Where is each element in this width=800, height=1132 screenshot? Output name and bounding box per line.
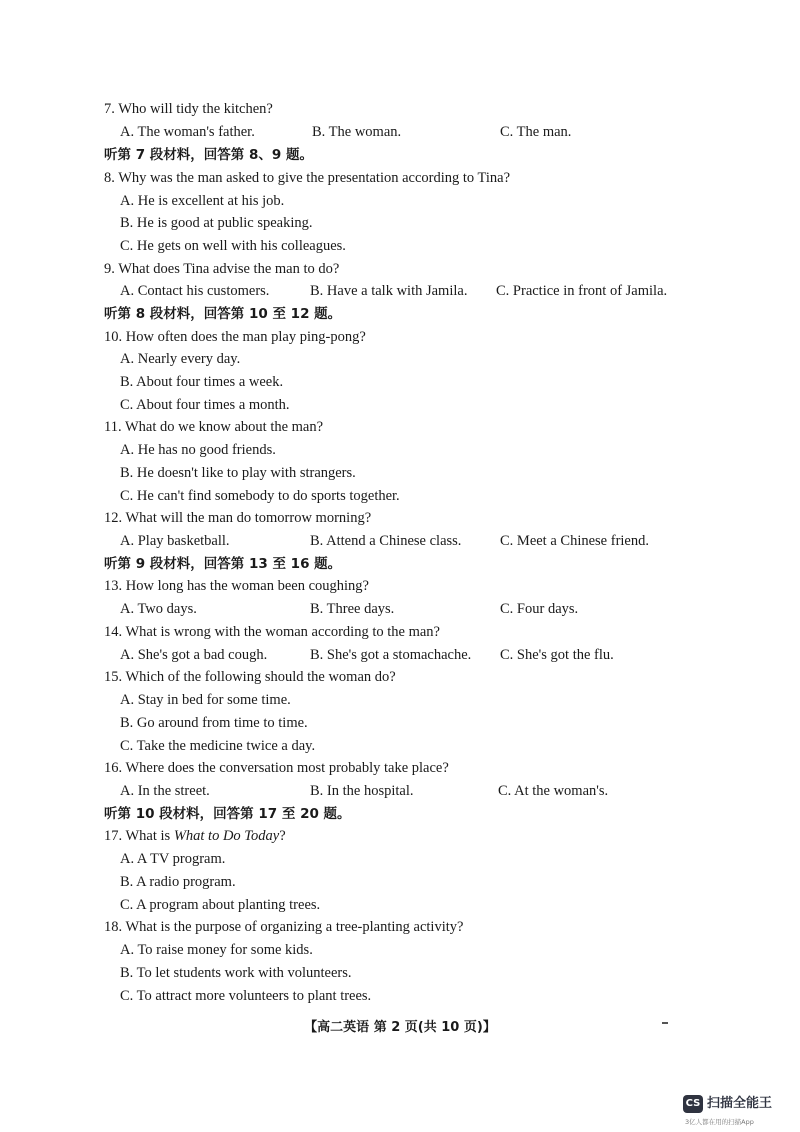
question-stem-post: ? xyxy=(279,828,286,844)
option-a: A. A TV program. xyxy=(120,851,226,867)
question-stem-pre: 17. What is xyxy=(104,828,174,844)
option-b: B. To let students work with volunteers. xyxy=(120,965,352,981)
option-c: C. Four days. xyxy=(500,601,579,617)
question-stem: 9. What does Tina advise the man to do? xyxy=(104,261,340,277)
question-stem: 15. Which of the following should the woman do? xyxy=(104,669,396,685)
option-b: B. Go around from time to time. xyxy=(120,715,308,731)
option-b: B. Have a talk with Jamila. xyxy=(310,283,468,299)
option-c: C. She's got the flu. xyxy=(500,647,614,663)
divider-mark xyxy=(662,1022,668,1024)
question-stem: 13. How long has the woman been coughing? xyxy=(104,578,369,594)
option-c: C. The man. xyxy=(500,124,572,140)
option-c: C. To attract more volunteers to plant trees. xyxy=(120,988,372,1004)
camscanner-logo-icon: CS xyxy=(683,1095,703,1113)
option-b: B. Three days. xyxy=(310,601,395,617)
question-stem: 16. Where does the conversation most probably take place? xyxy=(104,760,449,776)
program-title: What to Do Today xyxy=(173,828,280,844)
option-a: A. Stay in bed for some time. xyxy=(120,692,291,708)
option-c: C. Meet a Chinese friend. xyxy=(500,533,649,549)
option-b: B. She's got a stomachache. xyxy=(310,647,472,663)
option-b: B. About four times a week. xyxy=(120,374,284,390)
brand-name: 扫描全能王 xyxy=(707,1096,773,1111)
question-stem: 12. What will the man do tomorrow morning? xyxy=(104,510,372,526)
option-c: C. He can't find somebody to do sports together. xyxy=(120,488,400,504)
section-instruction: 听第 7 段材料，回答第 8、9 题。 xyxy=(104,147,313,163)
option-a: A. Contact his customers. xyxy=(120,283,270,299)
question-stem: 14. What is wrong with the woman according to the man? xyxy=(104,624,440,640)
option-a: A. He has no good friends. xyxy=(120,442,276,458)
option-a: A. The woman's father. xyxy=(120,124,255,140)
page-footer: 【高二英语 第 2 页(共 10 页)】 xyxy=(304,1020,496,1035)
option-c: C. Practice in front of Jamila. xyxy=(496,283,668,299)
question-stem: 18. What is the purpose of organizing a tree-planting activity? xyxy=(104,919,464,935)
section-instruction: 听第 9 段材料，回答第 13 至 16 题。 xyxy=(104,556,342,572)
option-c: C. He gets on well with his colleagues. xyxy=(120,238,346,254)
brand-tagline: 3亿人都在用的扫描App xyxy=(685,1118,754,1126)
option-b: B. He is good at public speaking. xyxy=(120,215,313,231)
question-stem: 7. Who will tidy the kitchen? xyxy=(104,101,273,117)
option-a: A. She's got a bad cough. xyxy=(120,647,268,663)
option-a: A. He is excellent at his job. xyxy=(120,193,285,209)
option-a: A. In the street. xyxy=(120,783,210,799)
option-a: A. Two days. xyxy=(120,601,197,617)
option-c: C. At the woman's. xyxy=(498,783,609,799)
option-b: B. Attend a Chinese class. xyxy=(310,533,462,549)
option-a: A. Play basketball. xyxy=(120,533,230,549)
question-stem xyxy=(104,827,286,845)
option-b: B. He doesn't like to play with strangers. xyxy=(120,465,356,481)
option-a: A. To raise money for some kids. xyxy=(120,942,313,958)
option-b: B. In the hospital. xyxy=(310,783,414,799)
section-instruction: 听第 10 段材料，回答第 17 至 20 题。 xyxy=(104,806,351,822)
option-c: C. Take the medicine twice a day. xyxy=(120,738,316,754)
question-stem: 11. What do we know about the man? xyxy=(104,419,324,435)
option-b: B. A radio program. xyxy=(120,874,236,890)
question-stem: 8. Why was the man asked to give the presentation according to Tina? xyxy=(104,170,511,186)
section-instruction: 听第 8 段材料，回答第 10 至 12 题。 xyxy=(104,306,342,322)
option-c: C. About four times a month. xyxy=(120,397,290,413)
option-a: A. Nearly every day. xyxy=(120,351,241,367)
option-c: C. A program about planting trees. xyxy=(120,897,321,913)
option-b: B. The woman. xyxy=(312,124,402,140)
question-stem: 10. How often does the man play ping-pong? xyxy=(104,329,366,345)
